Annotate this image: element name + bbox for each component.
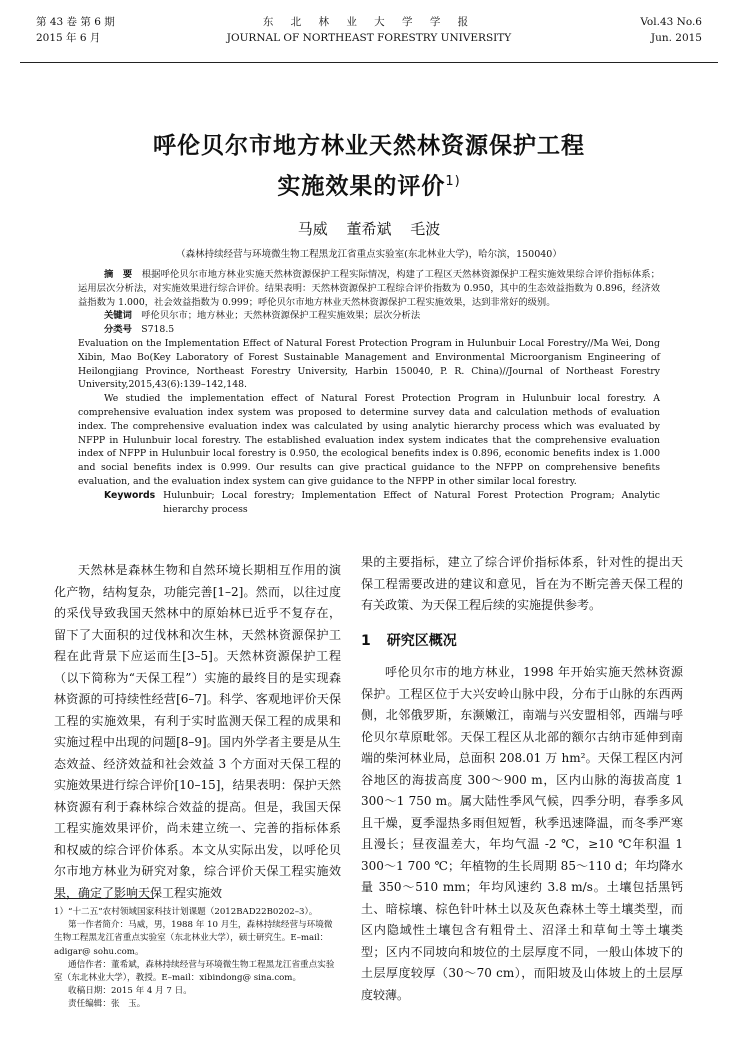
abstract-en-citation: Evaluation on the Implementation Effect of Natural Forest Protection Program in Hulunbuir Local Forestry//Ma Wei, Dong Xibin, Mao Bo(Key Laboratory of Forest Sustainable Management and Environmental Microorganism Engineering of Heilongjiang Province, Northeast Forestry University, Harbin 150040, P. R. China)//Journal of Northeast Forestry University,2015,43(6):139–142,148. <box>78 337 660 391</box>
header-rule <box>20 62 718 63</box>
footnote-editor: 责任编辑：张 玉。 <box>68 999 146 1010</box>
body-column-left <box>54 560 341 904</box>
footnote-corresponding-author: 通信作者：董希斌，森林持续经营与环境微生物工程黑龙江省重点实验室（东北林业大学），教授。E–mail：xibindong@ sina.com。 <box>54 959 335 984</box>
abstract-block <box>78 268 660 516</box>
header-right <box>640 14 702 46</box>
footnote-first-author: 第一作者简介：马威，男，1988 年 10 月生，森林持续经营与环境微生物工程黑龙江省重点实验室（东北林业大学），硕士研究生。E–mail：adigar@ sohu.com。 <box>54 920 333 957</box>
footnotes <box>54 906 341 1012</box>
title-line-2: 实施效果的评价$^{1)}$ <box>277 173 461 200</box>
volume-cn: 第 43 卷 第 6 期 <box>36 16 115 28</box>
journal-name-en: JOURNAL OF NORTHEAST FORESTRY UNIVERSITY <box>226 32 512 44</box>
study-area-paragraph: 呼伦贝尔市的地方林业，1998 年开始实施天然林资源保护。工程区位于大兴安岭山脉中段，分布于山脉的东西两侧，北邻俄罗斯，东濒嫩江，南端与兴安盟相邻，西端与呼伦贝尔草原毗邻。天保工程区从北部的额尔古纳市延伸到南端的柴河林业局，总面积 208.01 万 hm²。天保工程区内河谷地区的海拔高度 300～900 m，区内山脉的海拔高度 1 300～1 750 m。属大陆性季风气候，四季分明，春季多风且干燥，夏季湿热多雨但短暂，秋季迅速降温，而冬季严寒且漫长；昼夜温差大，年均气温 -2 ℃，≥10 ℃年积温 1 300～1 700 ℃；年植物的生长周期 85～110 d；年均降水量 350～510 mm；年均风速约 3.8 m/s。土壤包括黑钙土、暗棕壤、棕色针叶林土以及灰色森林土等土壤类型，而区内隐域性土壤包含有粗骨土、沼泽土和草甸土等土壤类型；区内不同坡向和坡位的土层厚度不同，一般山体坡下的土层厚度较厚（30～70 cm），而阳坡及山体坡上的土层厚度较薄。 <box>361 665 683 1002</box>
section-number: 1 <box>361 632 371 649</box>
keywords-en: Keywords Hulunbuir; Local forestry; Implementation Effect of Natural Forest Protection Program; Analytic hierarchy process <box>104 489 660 515</box>
abstract-en-body: We studied the implementation effect of Natural Forest Protection Program in Hulunbuir local forestry. A comprehensive evaluation index system was proposed to determine survey data and calculation methods of evaluation index. The comprehensive evaluation index was calculated by using analytic hierarchy process which was evaluated by NFPP in Hulunbuir local forestry. The established evaluation index system indicates that the comprehensive evaluation index of NFPP in Hulunbuir local forestry is 0.950, the ecological benefits index is 0.896, economic benefits index is 1.000 and social benefits index is 0.999. Our results can give practical guidance to the NFPP on comprehensive benefits evaluation, and the evaluation index system can give guidance to the NFPP in other similar local forestry. <box>78 393 660 487</box>
footnote-fund: 1）“十二五”农村领域国家科技计划课题（2012BAD22B0202–3）。 <box>54 907 318 917</box>
journal-name-cn: 东 北 林 业 大 学 学 报 <box>262 16 476 28</box>
keywords-label-en: Keywords <box>104 489 156 501</box>
footnote-rule <box>54 898 154 899</box>
intro-paragraph: 天然林是森林生物和自然环境长期相互作用的演化产物，结构复杂，功能完善[1–2]。然而，以往过度的采伐导致我国天然林中的原始林已近乎不复存在，留下了大面积的过伐林和次生林，天然林资源保护工程在此背景下应运而生[3–5]。天然林资源保护工程（以下简称为“天保工程”）实施的最终目的是实现森林资源的可持续性经营[6–7]。科学、客观地评价天保工程的实施效果，有利于实时监测天保工程的成果和实施过程中出现的问题[8–9]。国内外学者主要是从生态效益、经济效益和社会效益 3 个方面对天保工程的实施效果进行综合评价[10–15]，结果表明：保护天然林资源有利于森林综合效益的提高。但是，我国天保工程实施效果评价，尚未建立统一、完善的指标体系和权威的综合评价体系。本文从实际出发，以呼伦贝尔市地方林业为研究对象，综合评价天保工程实施效果，确定了影响天保工程实施效 <box>54 563 341 900</box>
date-en: Jun. 2015 <box>650 32 702 44</box>
title-line-1: 呼伦贝尔市地方林业天然林资源保护工程 <box>153 133 585 159</box>
body-column-right <box>361 552 683 1006</box>
classification-label: 分类号 <box>104 324 132 336</box>
intro-paragraph-continued: 果的主要指标，建立了综合评价指标体系，针对性的提出天保工程需要改进的建议和意见，旨在为不断完善天保工程的有关政策、为天保工程后续的实施提供参考。 <box>361 555 683 612</box>
section-title: 研究区概况 <box>386 632 457 649</box>
volume-en: Vol.43 No.6 <box>640 16 702 28</box>
title-footnote-mark: 1) <box>445 174 461 189</box>
keywords-label-cn: 关键词 <box>104 310 132 322</box>
section-heading <box>361 631 683 653</box>
classification-number: 分类号 S718.5 <box>104 324 175 336</box>
running-header <box>36 14 702 58</box>
date-cn: 2015 年 6 月 <box>36 32 101 44</box>
footnote-received-date: 收稿日期：2015 年 4 月 7 日。 <box>68 986 192 997</box>
affiliation: （森林持续经营与环境微生物工程黑龙江省重点实验室(东北林业大学)，哈尔滨，150040） <box>176 249 562 260</box>
paper-title <box>0 128 738 205</box>
abstract-cn: 摘 要 根据呼伦贝尔市地方林业实施天然林资源保护工程实际情况，构建了工程区天然林资源保护工程实施效果综合评价指标体系；运用层次分析法，对实施效果进行综合评价。结果表明：天然林资源保护工程综合评价指数为 0.950，其中的生态效益指数为 0.896，经济效益指数为 1.000，社会效益指数为 0.999；呼伦贝尔市地方林业天然林资源保护工程实施效果，达到非常好的级别。 <box>78 269 660 308</box>
abstract-label: 摘 要 <box>104 269 133 280</box>
keywords-cn: 关键词 呼伦贝尔市；地方林业；天然林资源保护工程实施效果；层次分析法 <box>104 310 421 322</box>
author-list: 马威 董希斌 毛波 <box>297 220 441 238</box>
header-center <box>36 14 702 46</box>
